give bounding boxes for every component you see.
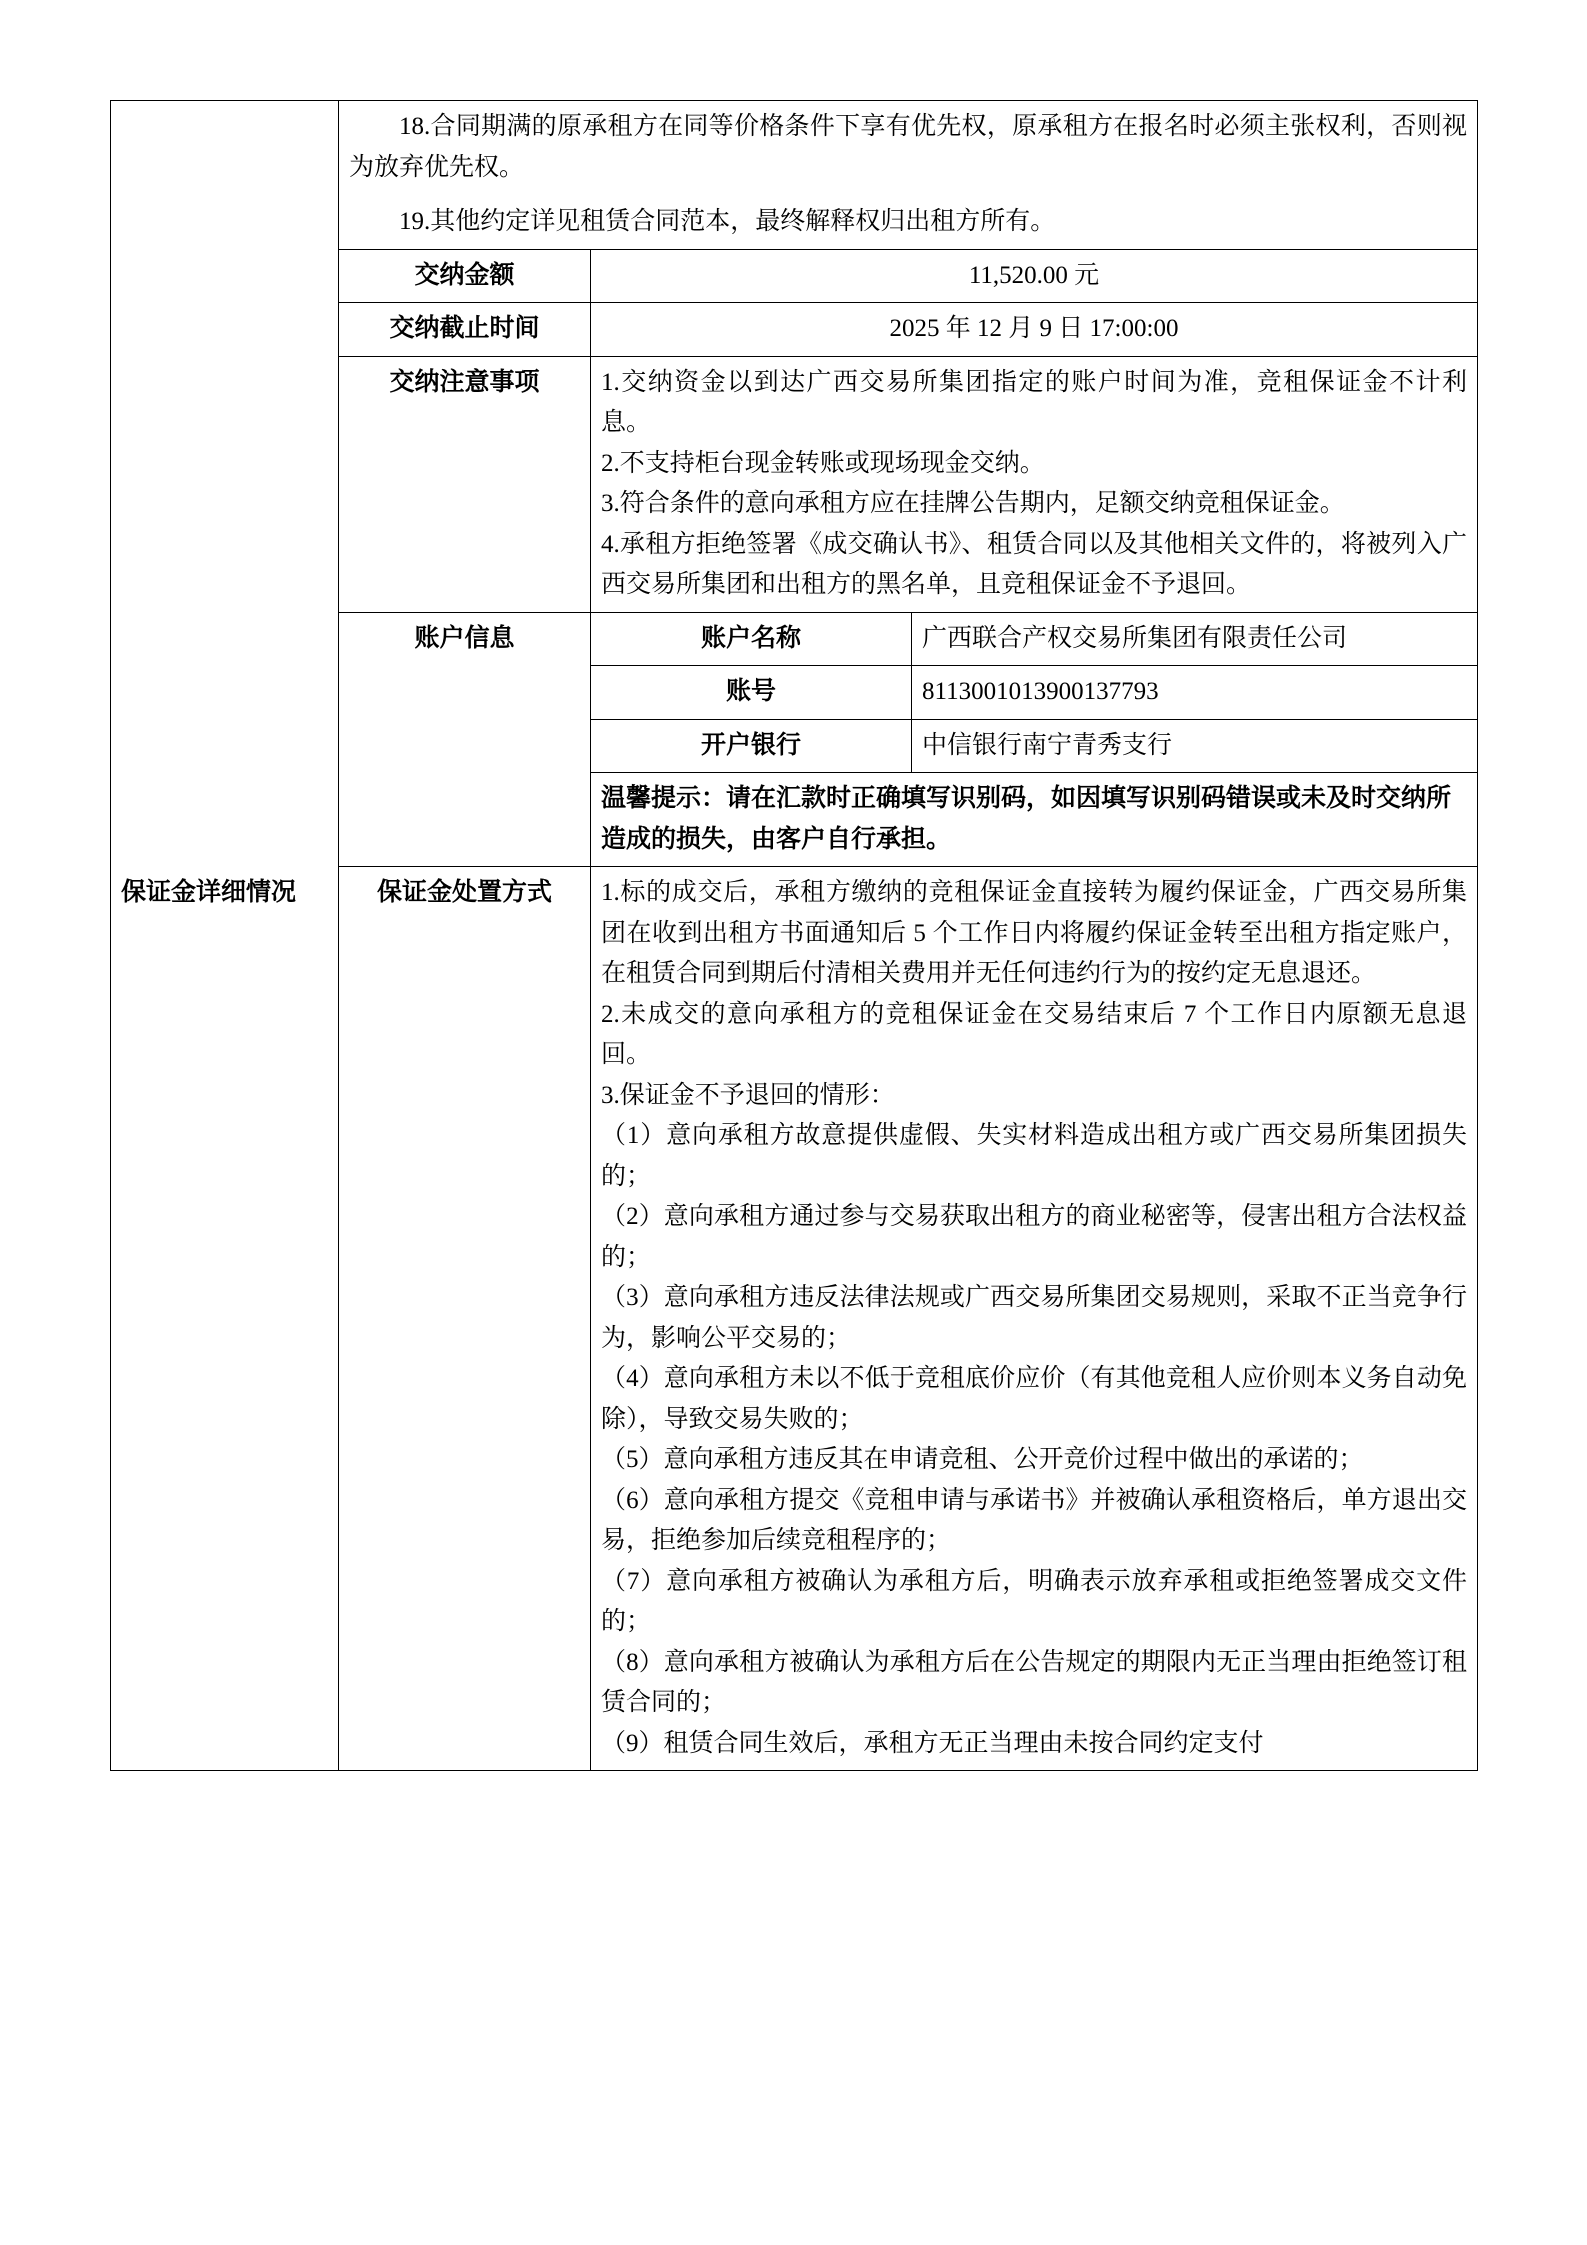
section-label-spacer-3: [111, 356, 339, 612]
label-account-number: 账号: [591, 666, 912, 720]
label-deposit-disposal: 保证金处置方式: [339, 867, 591, 1771]
disposal-item-3-1: （1）意向承租方故意提供虚假、失实材料造成出租方或广西交易所集团损失的；: [601, 1122, 1467, 1190]
section-label-deposit-details: 保证金详细情况: [111, 867, 339, 1771]
payment-notice-item-2: 2.不支持柜台现金转账或现场现金交纳。: [601, 449, 1045, 477]
section-label-deposit-details-spacer: [111, 249, 339, 303]
value-payment-deadline: 2025 年 12 月 9 日 17:00:00: [591, 303, 1478, 357]
top-note-18: 18.合同期满的原承租方在同等价格条件下享有优先权，原承租方在报名时必须主张权利，否则视为放弃优先权。: [349, 113, 1467, 181]
disposal-item-3-2: （2）意向承租方通过参与交易获取出租方的商业秘密等，侵害出租方合法权益的；: [601, 1203, 1467, 1271]
disposal-item-3-6: （6）意向承租方提交《竞租申请与承诺书》并被确认承租资格后，单方退出交易，拒绝参加后续竞租程序的；: [601, 1486, 1467, 1554]
table-row: [111, 303, 1478, 357]
table-row: [111, 867, 1478, 1771]
section-label-spacer-4: [111, 612, 339, 867]
disposal-item-3-5: （5）意向承租方违反其在申请竞租、公开竞价过程中做出的承诺的；: [601, 1446, 1364, 1473]
label-payment-deadline: 交纳截止时间: [339, 303, 591, 357]
payment-notice-item-1: 1.交纳资金以到达广西交易所集团指定的账户时间为准，竞租保证金不计利息。: [601, 368, 1467, 436]
empty-label-cell: [111, 101, 339, 250]
value-payment-amount: 11,520.00 元: [591, 249, 1478, 303]
table-row: [111, 101, 1478, 250]
payment-notice-item-3: 3.符合条件的意向承租方应在挂牌公告期内，足额交纳竞租保证金。: [601, 490, 1345, 517]
section-label-spacer-2: [111, 303, 339, 357]
value-account-bank: 中信银行南宁青秀支行: [912, 719, 1478, 773]
table-row: [591, 773, 1477, 867]
disposal-item-3: 3.保证金不予退回的情形：: [601, 1081, 895, 1109]
table-row: [591, 613, 1477, 666]
deposit-disposal-content: [591, 867, 1478, 1771]
label-account-name: 账户名称: [591, 613, 912, 666]
value-account-number: 8113001013900137793: [912, 666, 1478, 720]
table-row: [111, 249, 1478, 303]
table-row: [111, 612, 1478, 867]
disposal-item-2: 2.未成交的意向承租方的竞租保证金在交易结束后 7 个工作日内原额无息退回。: [601, 1000, 1467, 1068]
payment-notice-content: [591, 356, 1478, 612]
announcement-table: [110, 100, 1478, 1771]
disposal-item-3-7: （7）意向承租方被确认为承租方后，明确表示放弃承租或拒绝签署成交文件的；: [601, 1567, 1467, 1635]
disposal-item-3-4: （4）意向承租方未以不低于竞租底价应价（有其他竞租人应价则本义务自动免除），导致交易失败的；: [601, 1365, 1467, 1433]
label-payment-amount: 交纳金额: [339, 249, 591, 303]
account-warm-tip: 温馨提示：请在汇款时正确填写识别码，如因填写识别码错误或未及时交纳所造成的损失，由客户自行承担。: [591, 773, 1477, 867]
value-account-name: 广西联合产权交易所集团有限责任公司: [912, 613, 1478, 666]
top-notes-cell: [339, 101, 1478, 250]
account-info-table: [591, 613, 1477, 867]
disposal-item-3-8: （8）意向承租方被确认为承租方后在公告规定的期限内无正当理由拒绝签订租赁合同的；: [601, 1648, 1467, 1716]
table-row: [111, 356, 1478, 612]
payment-notice-item-4: 4.承租方拒绝签署《成交确认书》、租赁合同以及其他相关文件的，将被列入广西交易所集团和出租方的黑名单，且竞租保证金不予退回。: [601, 530, 1467, 598]
disposal-item-3-9: （9）租赁合同生效后，承租方无正当理由未按合同约定支付: [601, 1729, 1264, 1757]
table-row: [591, 666, 1477, 720]
table-row: [591, 719, 1477, 773]
label-payment-notice: 交纳注意事项: [339, 356, 591, 612]
disposal-item-3-3: （3）意向承租方违反法律法规或广西交易所集团交易规则，采取不正当竞争行为，影响公平交易的；: [601, 1284, 1467, 1352]
label-account-bank: 开户银行: [591, 719, 912, 773]
top-note-19: 19.其他约定详见租赁合同范本，最终解释权归出租方所有。: [399, 208, 1056, 235]
disposal-item-1: 1.标的成交后，承租方缴纳的竞租保证金直接转为履约保证金，广西交易所集团在收到出租方书面通知后 5 个工作日内将履约保证金转至出租方指定账户，在租赁合同到期后付清相关费用并无任何违约行为的按约定无息退还。: [601, 879, 1467, 987]
label-account-info: 账户信息: [339, 612, 591, 867]
account-info-content: [591, 612, 1478, 867]
